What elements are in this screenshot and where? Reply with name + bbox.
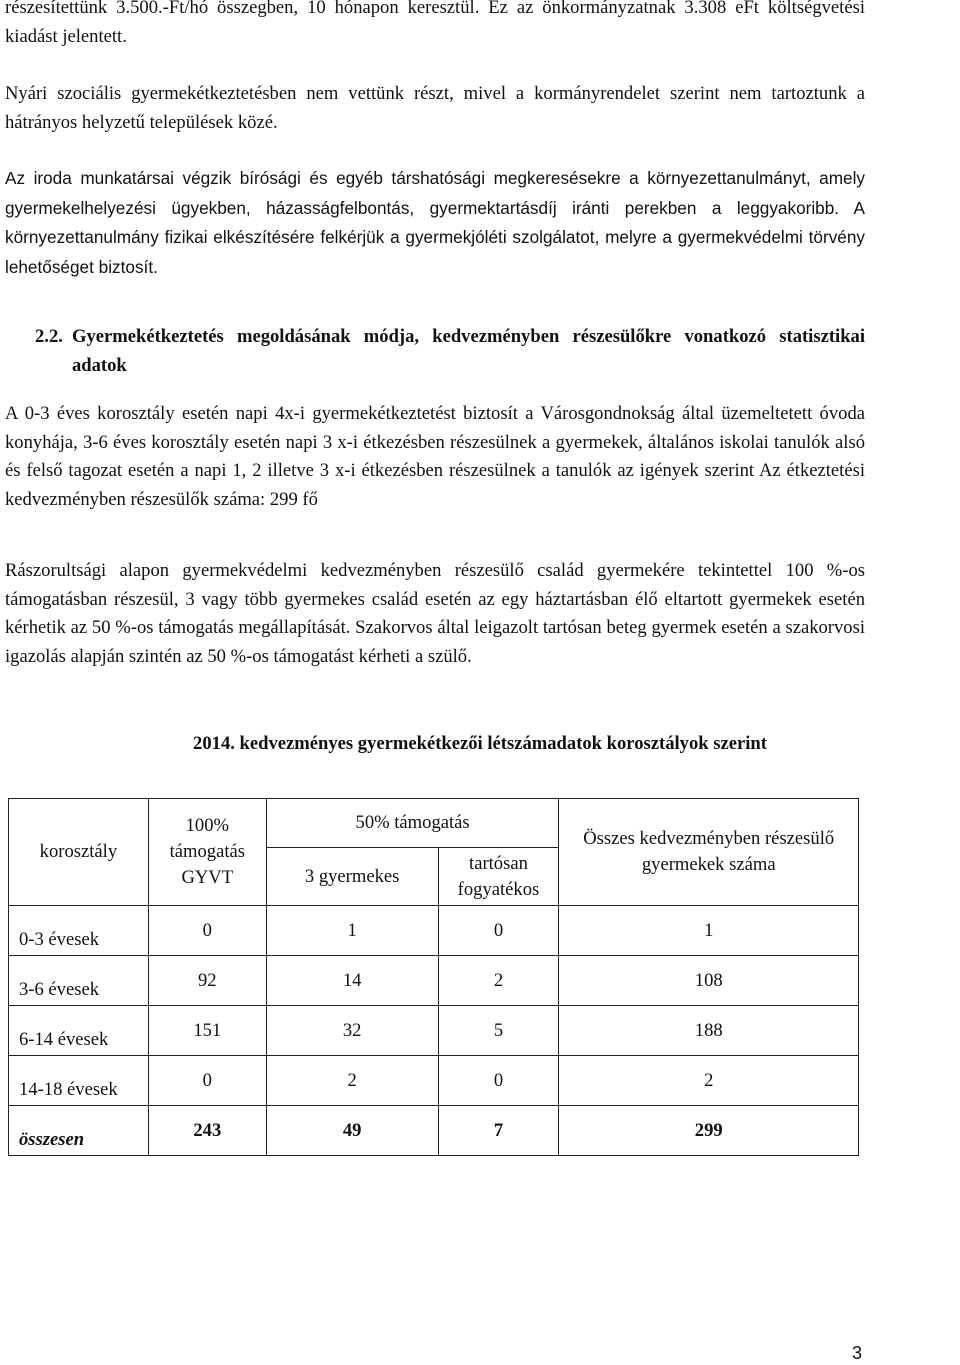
total-cell: 108 [559, 956, 859, 1006]
three-cell: 1 [266, 906, 438, 956]
total-label-cell: összesen [9, 1106, 149, 1156]
table-row [9, 1006, 859, 1056]
full-cell: 0 [148, 1056, 266, 1106]
grand-total-cell: 299 [559, 1106, 859, 1156]
header-three-children: 3 gyermekes [266, 848, 438, 906]
paragraph-office-duties: Az iroda munkatársai végzik bírósági és egyéb társhatósági megkeresésekre a környezettanulmányt, amely gyermekelhelyezési ügyekben, házasságfelbontás, gyermektartásdíj iránti perekben a leggyakoribb. A környezettanulmány fizikai elkészítésére felkérjük a gyermekjóléti szolgálatot, melyre a gyermekvédelmi törvény lehetőséget biztosít. [5, 168, 865, 277]
paragraph-carryover: részesítettünk 3.500.-Ft/hó összegben, 10 hónapon keresztül. Ez az önkormányzatnak 3.308 eFt költségvetési kiadást jelentett. [5, 0, 865, 47]
full-total-cell: 243 [148, 1106, 266, 1156]
age-cell: 14-18 évesek [9, 1056, 149, 1106]
page-number: 3 [852, 1343, 863, 1363]
disabled-cell: 0 [438, 1056, 559, 1106]
table-header-row [9, 799, 859, 848]
three-total-cell: 49 [266, 1106, 438, 1156]
full-cell: 0 [148, 906, 266, 956]
total-cell: 1 [559, 906, 859, 956]
table-total-row [9, 1106, 859, 1156]
header-full-support: 100% támogatás GYVT [148, 799, 266, 906]
table-row [9, 1056, 859, 1106]
total-cell: 188 [559, 1006, 859, 1056]
paragraph-meal-provision: A 0-3 éves korosztály esetén napi 4x-i gyermekétkeztetést biztosít a Városgondnokság által üzemeltetett óvoda konyhája, 3-6 éves korosztály esetén napi 3 x-i étkezésben részesülnek a gyermekek, általános iskolai tanulók alsó és felső tagozat esetén a napi 1, 2 illetve 3 x-i étkezésben részesülnek a tanulók az igények szerint Az étkeztetési kedvezményben részesülők száma: 299 fő [5, 403, 865, 510]
three-cell: 32 [266, 1006, 438, 1056]
table-row [9, 956, 859, 1006]
disabled-cell: 5 [438, 1006, 559, 1056]
header-half-support: 50% támogatás [266, 799, 559, 848]
age-cell: 0-3 évesek [9, 906, 149, 956]
three-cell: 2 [266, 1056, 438, 1106]
stats-table [8, 798, 859, 1156]
disabled-cell: 2 [438, 956, 559, 1006]
paragraph-summer-meals: Nyári szociális gyermekétkeztetésben nem vettünk részt, mivel a kormányrendelet szerint nem tartoztunk a hátrányos helyzetű települések közé. [5, 83, 865, 133]
header-age: korosztály [9, 799, 149, 906]
disabled-total-cell: 7 [438, 1106, 559, 1156]
age-cell: 3-6 évesek [9, 956, 149, 1006]
total-cell: 2 [559, 1056, 859, 1106]
disabled-cell: 0 [438, 906, 559, 956]
section-title: Gyermekétkeztetés megoldásának módja, kedvezményben részesülőkre vonatkozó statisztikai adatok [72, 326, 865, 376]
full-cell: 151 [148, 1006, 266, 1056]
full-cell: 92 [148, 956, 266, 1006]
header-disabled: tartósan fogyatékos [438, 848, 559, 906]
table-title: 2014. kedvezményes gyermekétkezői létszámadatok korosztályok szerint [193, 733, 767, 754]
section-heading [5, 322, 865, 380]
age-cell: 6-14 évesek [9, 1006, 149, 1056]
paragraph-discount-rules: Rászorultsági alapon gyermekvédelmi kedvezményben részesülő család gyermekére tekintettel 100 %-os támogatásban részesül, 3 vagy több gyermekes család esetén az egy háztartásban élő eltartott gyermekek esetén kérhetik az 50 %-os támogatás megállapítását. Szakorvos által leigazolt tartósan beteg gyermek esetén a szakorvosi igazolás alapján szintén az 50 %-os támogatást kérheti a szülő. [5, 560, 865, 667]
table-row [9, 906, 859, 956]
section-number: 2.2. [35, 326, 63, 347]
three-cell: 14 [266, 956, 438, 1006]
header-total: Összes kedvezményben részesülő gyermekek száma [559, 799, 859, 906]
